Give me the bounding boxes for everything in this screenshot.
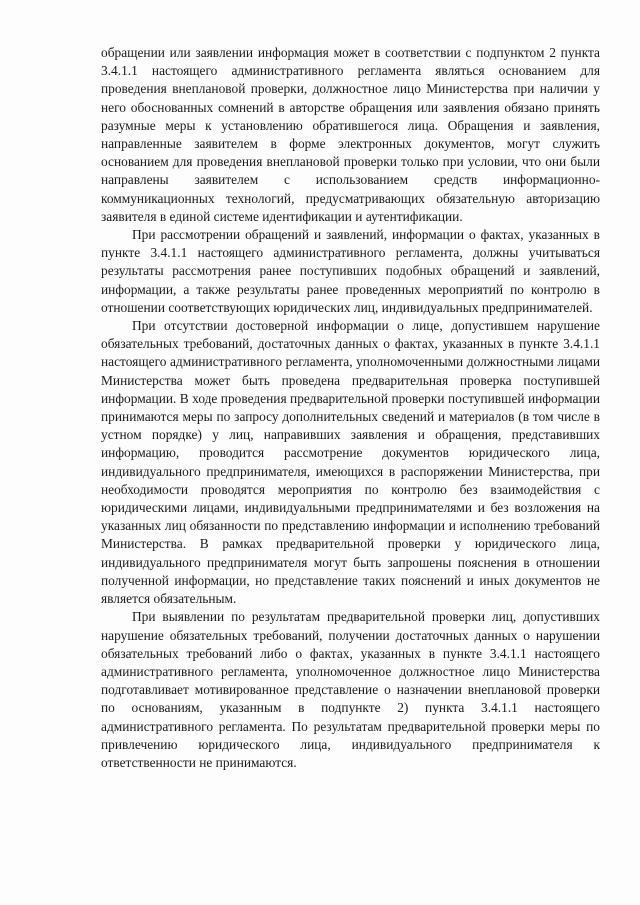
paragraph-review-of-appeals: При рассмотрении обращений и заявлений, информации о фактах, указанных в пункте 3.4.1.1 настоящего административного регламента, должны учитываться результаты рассмотрения ранее поступивших подобных обращений и заявлений, информации, а также результаты ранее проведенных мероприятий по контролю в отношении соответствующих юридических лиц, индивидуальных предпринимателей. — [101, 227, 600, 315]
paragraph-preliminary-check: При отсутствии достоверной информации о лице, допустившем нарушение обязательных требований, достаточных данных о фактах, указанных в пункте 3.4.1.1 настоящего административного регламента, уполномоченными должностными лицами Министерства может быть проведена предварительная проверка поступившей информации. В ходе проведения предварительной проверки поступившей информации принимаются меры по запросу дополнительных сведений и материалов (в том числе в устном порядке) у лиц, направивших заявления и обращения, представивших информацию, проводится рассмотрение документов юридического лица, индивидуального предпринимателя, имеющихся в распоряжении Министерства, при необходимости проводятся мероприятия по контролю без взаимодействия с юридическими лицами, индивидуальными предпринимателями и без возложения на указанных лиц обязанности по представлению информации и исполнению требований Министерства. В рамках предварительной проверки у юридического лица, индивидуального предпринимателя могут быть запрошены пояснения в отношении полученной информации, но представление таких пояснений и иных документов не является обязательным. — [101, 318, 600, 607]
paragraph-continuation: обращении или заявлении информация может в соответствии с подпунктом 2 пункта 3.4.1.1 настоящего административного регламента являться основанием для проведения внеплановой проверки, должностное лицо Министерства при наличии у него обоснованных сомнений в авторстве обращения или заявления обязано принять разумные меры к установлению обратившегося лица. Обращения и заявления, направленные заявителем в форме электронных документов, могут служить основанием для проведения внеплановой проверки только при условии, что они были направлены заявителем с использованием средств информационно-коммуникационных технологий, предусматривающих обязательную авторизацию заявителя в единой системе идентификации и аутентификации. — [101, 45, 600, 224]
paragraph-check-results: При выявлении по результатам предварительной проверки лиц, допустивших нарушение обязательных требований, получении достаточных данных о нарушении обязательных требований либо о фактах, указанных в пункте 3.4.1.1 настоящего административного регламента, уполномоченное должностное лицо Министерства подготавливает мотивированное представление о назначении внеплановой проверки по основаниям, указанным в подпункте 2) пункта 3.4.1.1 настоящего административного регламента. По результатам предварительной проверки меры по привлечению юридического лица, индивидуального предпринимателя к ответственности не принимаются. — [101, 609, 600, 770]
document-body — [101, 44, 600, 772]
